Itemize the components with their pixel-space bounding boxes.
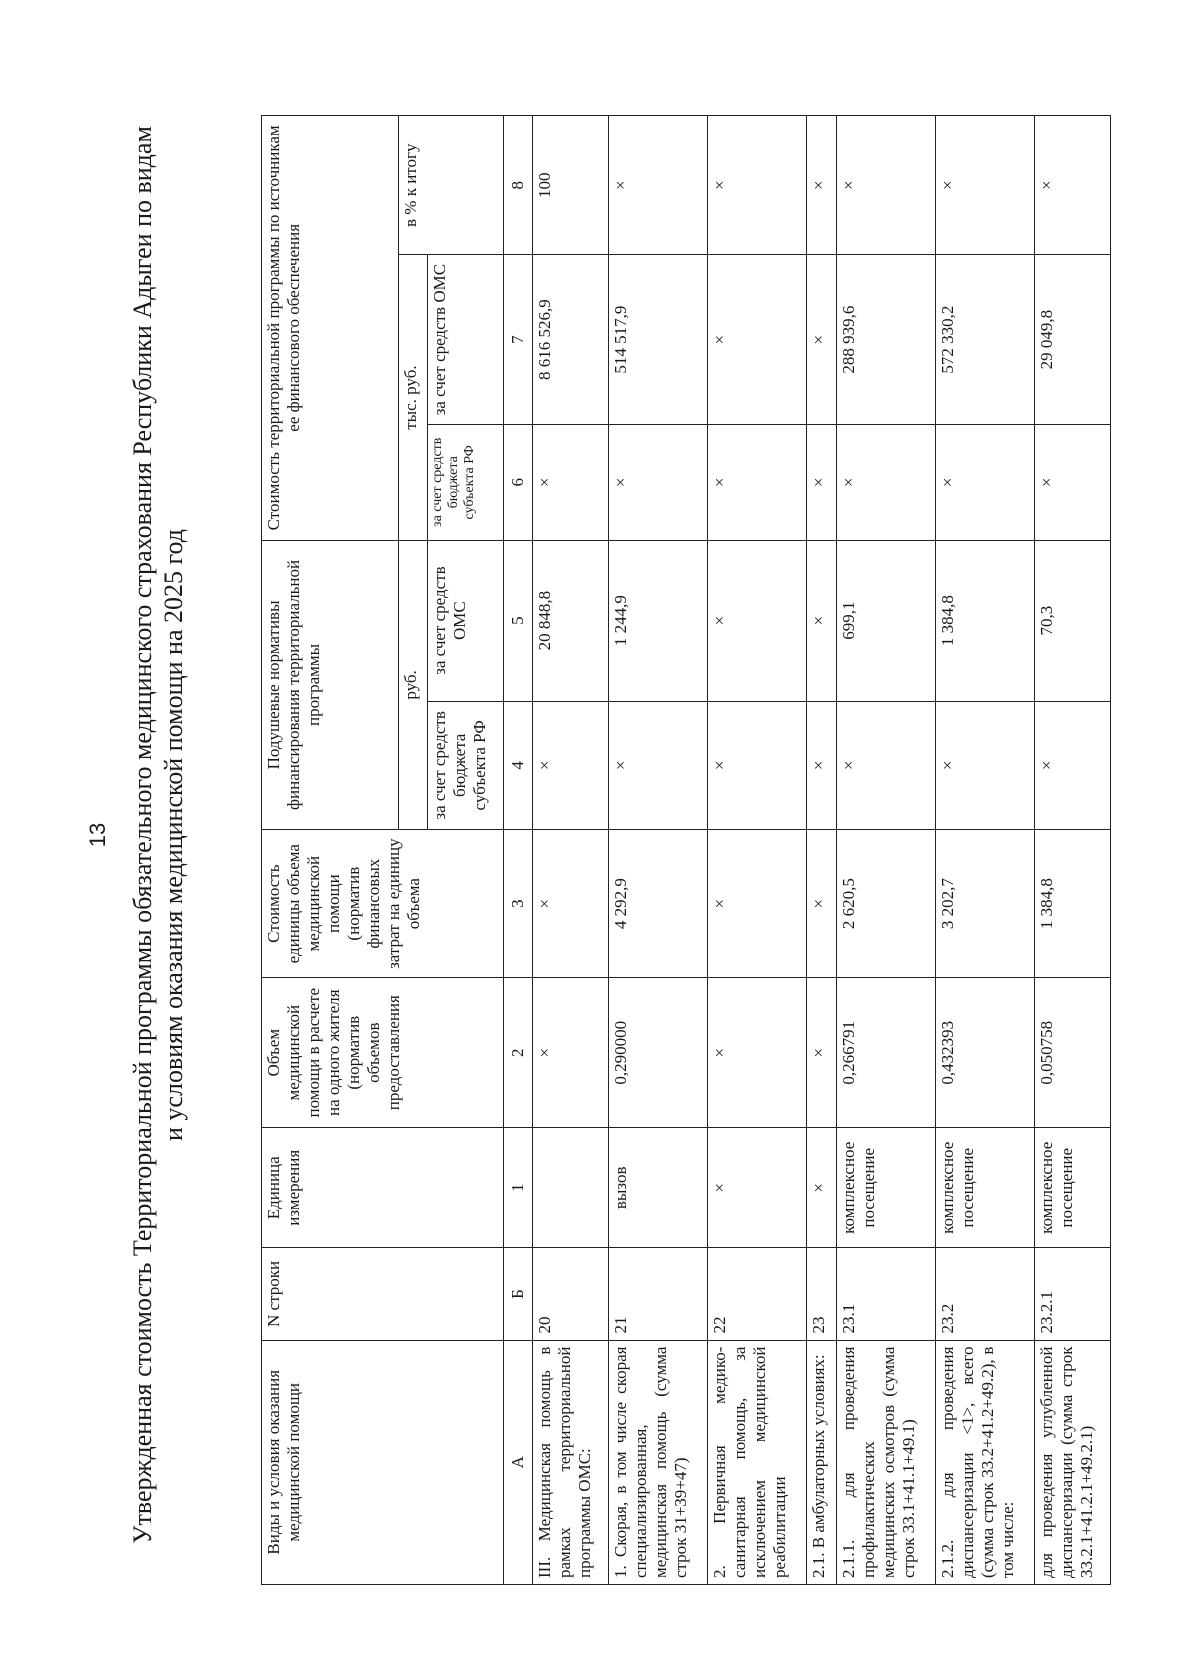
- row-percent: ×: [807, 116, 836, 255]
- header-budget-total: за счет средств бюджета субъекта РФ: [428, 424, 504, 540]
- row-unit-cost: 1 384,8: [1035, 830, 1111, 978]
- row-oms-norm: 20 848,8: [533, 540, 609, 701]
- row-oms-norm: 70,3: [1035, 540, 1111, 701]
- row-unit-cost: ×: [807, 830, 836, 978]
- row-percent: ×: [708, 116, 807, 255]
- table-row: [1035, 116, 1111, 1585]
- header-row-1: [262, 116, 399, 1585]
- row-unit: комплексное посещение: [836, 1128, 935, 1248]
- header-oms-total: за счет средств ОМС: [428, 255, 504, 424]
- row-name: 2.1.1. для проведения профилактических медицинских осмотров (сумма строк 33.1+41.1+49.1): [836, 1340, 935, 1584]
- index-cell: 5: [504, 540, 533, 701]
- row-name: для проведения углубленной диспансеризации (сумма строк 33.2.1+41.2.1+49.2.1): [1035, 1340, 1111, 1584]
- row-name: 2.1.2. для проведения диспансеризации <1>, всего (сумма строк 33.2+41.2+49.2), в том числе:: [935, 1340, 1034, 1584]
- table-row: [608, 116, 707, 1585]
- index-cell: 8: [504, 116, 533, 255]
- row-oms-norm: 699,1: [836, 540, 935, 701]
- header-oms-norm: за счет средств ОМС: [428, 540, 504, 701]
- row-oms-total: 29 049,8: [1035, 255, 1111, 424]
- row-percent: ×: [836, 116, 935, 255]
- row-budget-norm: ×: [807, 701, 836, 830]
- row-budget-norm: ×: [935, 701, 1034, 830]
- row-volume: 0,266791: [836, 978, 935, 1128]
- row-budget-total: ×: [935, 424, 1034, 540]
- row-unit: ×: [708, 1128, 807, 1248]
- row-name: 1. Скорая, в том числе скорая специализированная, медицинская помощь (сумма строк 31+39+47): [608, 1340, 707, 1584]
- header-percent: в % к итогу: [399, 116, 504, 255]
- row-budget-norm: ×: [533, 701, 609, 830]
- header-stoimost-tp: Стоимость территориальной программы по источникам ее финансового обеспечения: [262, 116, 399, 541]
- row-volume: ×: [807, 978, 836, 1128]
- row-unit-cost: 4 292,9: [608, 830, 707, 978]
- row-number: 23: [807, 1248, 836, 1340]
- rotated-page: [85, 85, 1115, 1585]
- index-row: [504, 116, 533, 1585]
- index-cell: 3: [504, 830, 533, 978]
- row-unit-cost: ×: [533, 830, 609, 978]
- row-oms-norm: ×: [708, 540, 807, 701]
- header-budget-norm: за счет средств бюджета субъекта РФ: [428, 701, 504, 830]
- row-budget-total: ×: [836, 424, 935, 540]
- row-budget-total: ×: [533, 424, 609, 540]
- row-volume: 0,050758: [1035, 978, 1111, 1128]
- index-cell: 6: [504, 424, 533, 540]
- row-oms-total: ×: [807, 255, 836, 424]
- title-line-1: Утвержденная стоимость Территориальной программы обязательного медицинского страхования Республики Адыгеи по видам: [128, 126, 157, 1544]
- row-number: 20: [533, 1248, 609, 1340]
- index-cell: 2: [504, 978, 533, 1128]
- cost-table: [261, 115, 1111, 1585]
- row-budget-norm: ×: [708, 701, 807, 830]
- row-unit: вызов: [608, 1128, 707, 1248]
- row-oms-total: 288 939,6: [836, 255, 935, 424]
- row-percent: ×: [1035, 116, 1111, 255]
- row-unit-cost: 2 620,5: [836, 830, 935, 978]
- header-edinica: Единица измерения: [262, 1128, 504, 1248]
- row-budget-total: ×: [1035, 424, 1111, 540]
- row-unit-cost: ×: [708, 830, 807, 978]
- table-row: [708, 116, 807, 1585]
- document-title: [127, 85, 189, 1585]
- row-number: 23.2: [935, 1248, 1034, 1340]
- row-budget-total: ×: [608, 424, 707, 540]
- row-budget-norm: ×: [836, 701, 935, 830]
- row-budget-total: ×: [807, 424, 836, 540]
- row-percent: ×: [608, 116, 707, 255]
- row-volume: 0,432393: [935, 978, 1034, 1128]
- row-name: 2.1. В амбулаторных условиях:: [807, 1340, 836, 1584]
- row-unit: комплексное посещение: [1035, 1128, 1111, 1248]
- row-oms-norm: ×: [807, 540, 836, 701]
- row-number: 21: [608, 1248, 707, 1340]
- row-unit: ×: [807, 1128, 836, 1248]
- row-oms-total: ×: [708, 255, 807, 424]
- row-oms-norm: 1 384,8: [935, 540, 1034, 701]
- row-volume: ×: [533, 978, 609, 1128]
- row-name: 2. Первичная медико-санитарная помощь, за исключением медицинской реабилитации: [708, 1340, 807, 1584]
- index-cell: 4: [504, 701, 533, 830]
- row-oms-total: 514 517,9: [608, 255, 707, 424]
- title-line-2: и условиям оказания медицинской помощи на 2025 год: [159, 529, 188, 1141]
- row-number: 23.2.1: [1035, 1248, 1111, 1340]
- row-oms-norm: 1 244,9: [608, 540, 707, 701]
- index-cell: А: [504, 1340, 533, 1584]
- row-volume: 0,290000: [608, 978, 707, 1128]
- header-nstroki: N строки: [262, 1248, 504, 1340]
- row-budget-total: ×: [708, 424, 807, 540]
- index-cell: 1: [504, 1128, 533, 1248]
- row-volume: ×: [708, 978, 807, 1128]
- row-unit: [533, 1128, 609, 1248]
- row-unit: комплексное посещение: [935, 1128, 1034, 1248]
- header-rub: руб.: [399, 540, 428, 830]
- row-budget-norm: ×: [608, 701, 707, 830]
- row-number: 23.1: [836, 1248, 935, 1340]
- row-unit-cost: 3 202,7: [935, 830, 1034, 978]
- row-name: III. Медицинская помощь в рамках территориальной программы ОМС:: [533, 1340, 609, 1584]
- header-obem: Объем медицинской помощи в расчете на одного жителя (норматив объемов предоставления: [262, 978, 504, 1128]
- page-number: 13: [85, 822, 110, 848]
- table-row: [935, 116, 1034, 1585]
- row-percent: ×: [935, 116, 1034, 255]
- header-podushevye: Подушевые нормативы финансирования территориальной программы: [262, 540, 399, 830]
- row-oms-total: 8 616 526,9: [533, 255, 609, 424]
- table-row: [836, 116, 935, 1585]
- header-tys-rub: тыс. руб.: [399, 255, 428, 540]
- index-cell: Б: [504, 1248, 533, 1340]
- header-stoimost: Стоимость единицы объема медицинской помощи (норматив финансовых затрат на единицу объема: [262, 830, 504, 978]
- index-cell: 7: [504, 255, 533, 424]
- table-row: [533, 116, 609, 1585]
- row-budget-norm: ×: [1035, 701, 1111, 830]
- row-oms-total: 572 330,2: [935, 255, 1034, 424]
- row-number: 22: [708, 1248, 807, 1340]
- header-vidy: Виды и условия оказания медицинской помощи: [262, 1340, 504, 1584]
- table-row: [807, 116, 836, 1585]
- row-percent: 100: [533, 116, 609, 255]
